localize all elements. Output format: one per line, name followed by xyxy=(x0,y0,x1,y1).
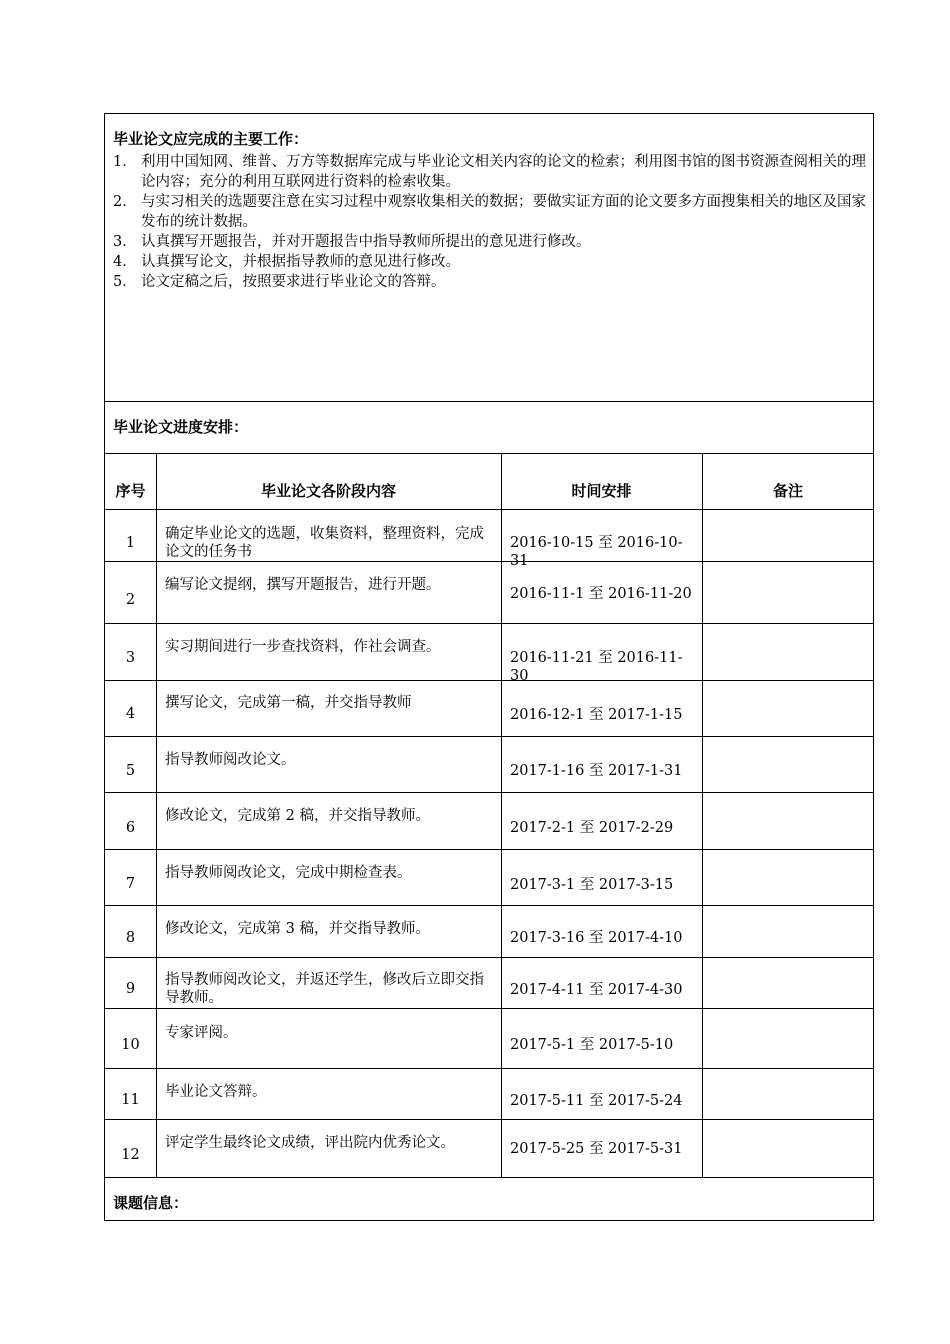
row-time: 2017-2-1 至 2017-2-29 xyxy=(510,820,674,836)
work-item xyxy=(113,232,873,252)
work-item-text: 与实习相关的选题要注意在实习过程中观察收集相关的数据；要做实证方面的论文要多方面搜集相关的地区及国家发布的统计数据。 xyxy=(141,194,866,230)
row-time: 2017-4-11 至 2017-4-30 xyxy=(510,982,683,998)
row-content: 编写论文提纲，撰写开题报告，进行开题。 xyxy=(165,577,441,593)
work-item-text: 认真撰写开题报告，并对开题报告中指导教师所提出的意见进行修改。 xyxy=(141,234,591,250)
row-content: 修改论文，完成第 2 稿，并交指导教师。 xyxy=(165,808,430,824)
row-divider xyxy=(105,1008,873,1009)
row-seq: 10 xyxy=(121,1037,140,1053)
work-list xyxy=(113,152,873,292)
row-seq: 11 xyxy=(121,1092,140,1108)
work-item xyxy=(113,252,873,272)
row-time: 2017-1-16 至 2017-1-31 xyxy=(510,763,683,779)
row-divider xyxy=(105,561,873,562)
row-time: 2016-12-1 至 2017-1-15 xyxy=(510,707,683,723)
work-item-number: 2． xyxy=(113,194,137,210)
row-divider xyxy=(105,905,873,906)
header-seq: 序号 xyxy=(115,482,146,500)
row-content: 确定毕业论文的选题，收集资料，整理资料，完成论文的任务书 xyxy=(165,526,484,560)
work-item-number: 5． xyxy=(113,274,137,290)
row-content: 撰写论文，完成第一稿，并交指导教师 xyxy=(165,695,412,711)
row-time: 2016-11-21 至 2016-11-30 xyxy=(510,650,683,684)
header-time: 时间安排 xyxy=(571,482,632,500)
work-item xyxy=(113,192,873,232)
header-note: 备注 xyxy=(772,482,803,500)
row-content: 修改论文，完成第 3 稿，并交指导教师。 xyxy=(165,921,430,937)
row-time: 2017-5-25 至 2017-5-31 xyxy=(510,1141,683,1157)
schedule-section-title: 毕业论文进度安排： xyxy=(113,418,249,436)
row-seq: 3 xyxy=(125,650,136,666)
row-divider xyxy=(105,957,873,958)
row-seq: 2 xyxy=(125,592,136,608)
header-content: 毕业论文各阶段内容 xyxy=(260,482,396,500)
row-seq: 1 xyxy=(125,535,136,551)
row-seq: 12 xyxy=(121,1147,140,1163)
row-divider xyxy=(105,509,873,510)
work-item-text: 利用中国知网、维普、万方等数据库完成与毕业论文相关内容的论文的检索；利用图书馆的图书资源查阅相关的理论内容；充分的利用互联网进行资料的检索收集。 xyxy=(141,154,866,190)
row-seq: 8 xyxy=(125,930,136,946)
work-item-text: 论文定稿之后，按照要求进行毕业论文的答辩。 xyxy=(141,274,446,290)
topic-section-title: 课题信息： xyxy=(113,1194,189,1212)
row-divider xyxy=(105,1177,873,1178)
form-table xyxy=(104,113,874,1221)
row-divider xyxy=(105,1119,873,1120)
row-seq: 7 xyxy=(125,876,136,892)
row-divider xyxy=(105,680,873,681)
work-item-text: 认真撰写论文，并根据指导教师的意见进行修改。 xyxy=(141,254,460,270)
row-time: 2016-11-1 至 2016-11-20 xyxy=(510,586,692,602)
row-time: 2017-3-16 至 2017-4-10 xyxy=(510,930,683,946)
row-divider xyxy=(105,792,873,793)
row-content: 评定学生最终论文成绩，评出院内优秀论文。 xyxy=(165,1135,455,1151)
work-item-number: 3． xyxy=(113,234,137,250)
work-section-title: 毕业论文应完成的主要工作： xyxy=(113,130,309,148)
row-content: 专家评阅。 xyxy=(165,1025,238,1041)
row-divider xyxy=(105,1068,873,1069)
row-content: 指导教师阅改论文。 xyxy=(165,752,296,768)
row-content: 指导教师阅改论文，并返还学生，修改后立即交指导教师。 xyxy=(165,972,484,1006)
row-seq: 5 xyxy=(125,763,136,779)
row-divider xyxy=(105,736,873,737)
row-time: 2017-3-1 至 2017-3-15 xyxy=(510,877,674,893)
work-item xyxy=(113,152,873,192)
row-seq: 9 xyxy=(125,981,136,997)
work-item xyxy=(113,272,873,292)
row-divider xyxy=(105,849,873,850)
row-content: 指导教师阅改论文，完成中期检查表。 xyxy=(165,865,412,881)
work-item-number: 1． xyxy=(113,154,137,170)
row-seq: 6 xyxy=(125,820,136,836)
row-content: 毕业论文答辩。 xyxy=(165,1084,267,1100)
row-content: 实习期间进行一步查找资料，作社会调查。 xyxy=(165,639,441,655)
row-time: 2017-5-11 至 2017-5-24 xyxy=(510,1093,683,1109)
work-item-number: 4． xyxy=(113,254,137,270)
divider xyxy=(105,453,873,454)
row-time: 2016-10-15 至 2016-10-31 xyxy=(510,535,683,569)
row-seq: 4 xyxy=(125,706,136,722)
row-divider xyxy=(105,623,873,624)
row-time: 2017-5-1 至 2017-5-10 xyxy=(510,1037,674,1053)
divider xyxy=(105,401,873,402)
